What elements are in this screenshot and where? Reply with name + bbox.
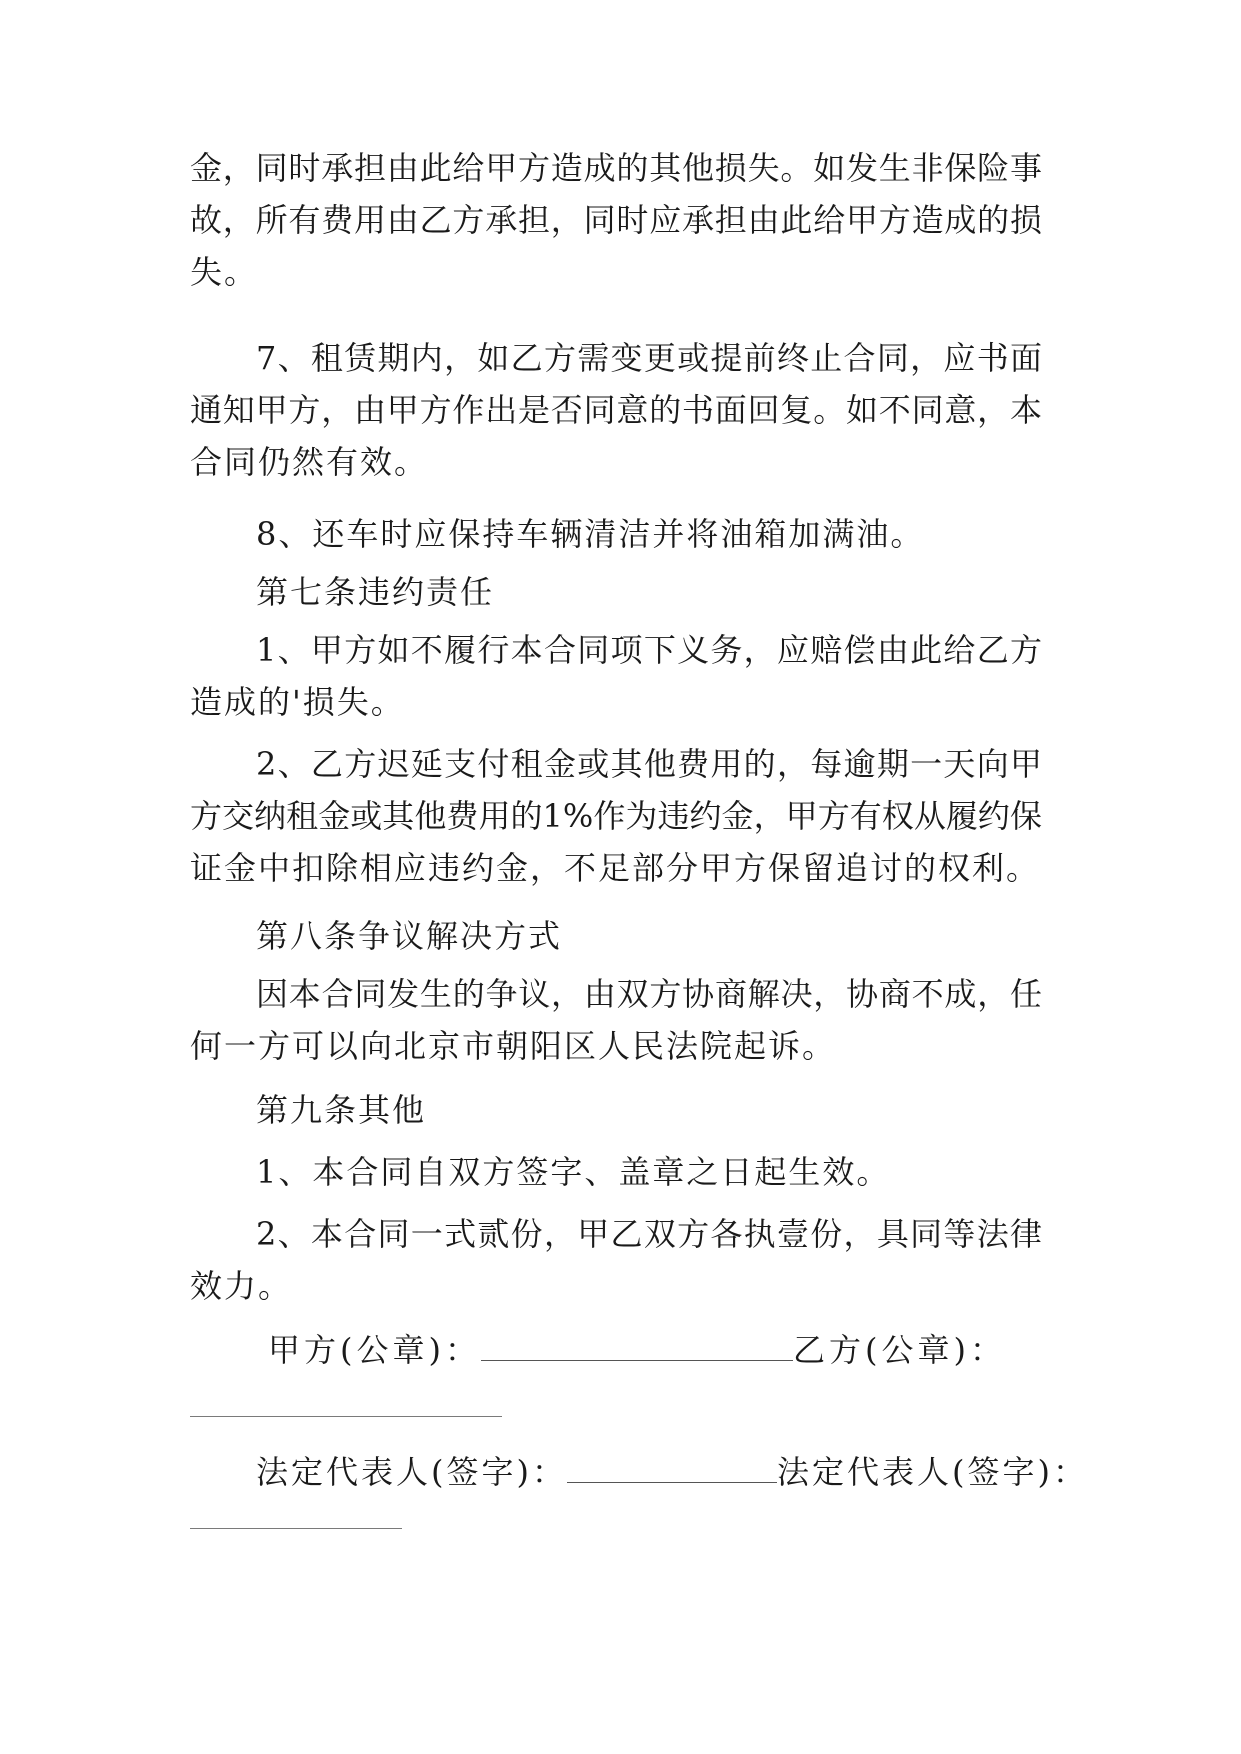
p8-line-1: 8、还车时应保持车辆清洁并将油箱加满油。 <box>256 515 925 553</box>
art9-c1: 1、本合同自双方签字、盖章之日起生效。 <box>256 1153 891 1191</box>
party-b-seal-blank <box>190 1416 502 1417</box>
party-a-seal-blank <box>481 1330 793 1361</box>
art8-line-2: 何一方可以向北京市朝阳区人民法院起诉。 <box>190 1027 837 1065</box>
party-a-seal-label: 甲方(公章)： <box>268 1331 481 1369</box>
party-a-rep-label: 法定代表人(签字)： <box>256 1453 567 1491</box>
article-9-heading: 第九条其他 <box>256 1091 427 1129</box>
art9-c2-line-2: 效力。 <box>190 1267 293 1305</box>
art7-c2-line-1: 2、乙方迟延支付租金或其他费用的，每逾期一天向甲 <box>256 745 1042 783</box>
signature-row-rep <box>256 1452 1088 1492</box>
party-b-rep-label: 法定代表人(签字)： <box>776 1453 1088 1491</box>
article-8-heading: 第八条争议解决方式 <box>256 917 563 955</box>
p6-line-3: 失。 <box>190 253 259 291</box>
p6-line-1: 金，同时承担由此给甲方造成的其他损失。如发生非保险事 <box>190 149 1042 187</box>
art7-c1-line-2: 造成的'损失。 <box>190 683 405 721</box>
article-7-heading: 第七条违约责任 <box>256 573 495 611</box>
party-a-rep-blank <box>567 1452 777 1483</box>
party-b-seal-label: 乙方(公章)： <box>792 1331 1006 1369</box>
art9-c2-line-1: 2、本合同一式贰份，甲乙双方各执壹份，具同等法律 <box>256 1215 1042 1253</box>
art7-c2-line-2: 方交纳租金或其他费用的1%作为违约金，甲方有权从履约保 <box>190 797 1042 835</box>
p6-line-2: 故，所有费用由乙方承担，同时应承担由此给甲方造成的损 <box>190 201 1042 239</box>
art8-line-1: 因本合同发生的争议，由双方协商解决，协商不成，任 <box>256 975 1042 1013</box>
p7-line-3: 合同仍然有效。 <box>190 443 429 481</box>
p7-line-1: 7、租赁期内，如乙方需变更或提前终止合同，应书面 <box>256 339 1042 377</box>
art7-c2-line-3: 证金中扣除相应违约金，不足部分甲方保留追讨的权利。 <box>190 849 1041 887</box>
signature-row-seal <box>268 1330 1006 1370</box>
art7-c1-line-1: 1、甲方如不履行本合同项下义务，应赔偿由此给乙方 <box>256 631 1042 669</box>
p7-line-2: 通知甲方，由甲方作出是否同意的书面回复。如不同意，本 <box>190 391 1042 429</box>
party-b-rep-blank <box>190 1528 402 1529</box>
